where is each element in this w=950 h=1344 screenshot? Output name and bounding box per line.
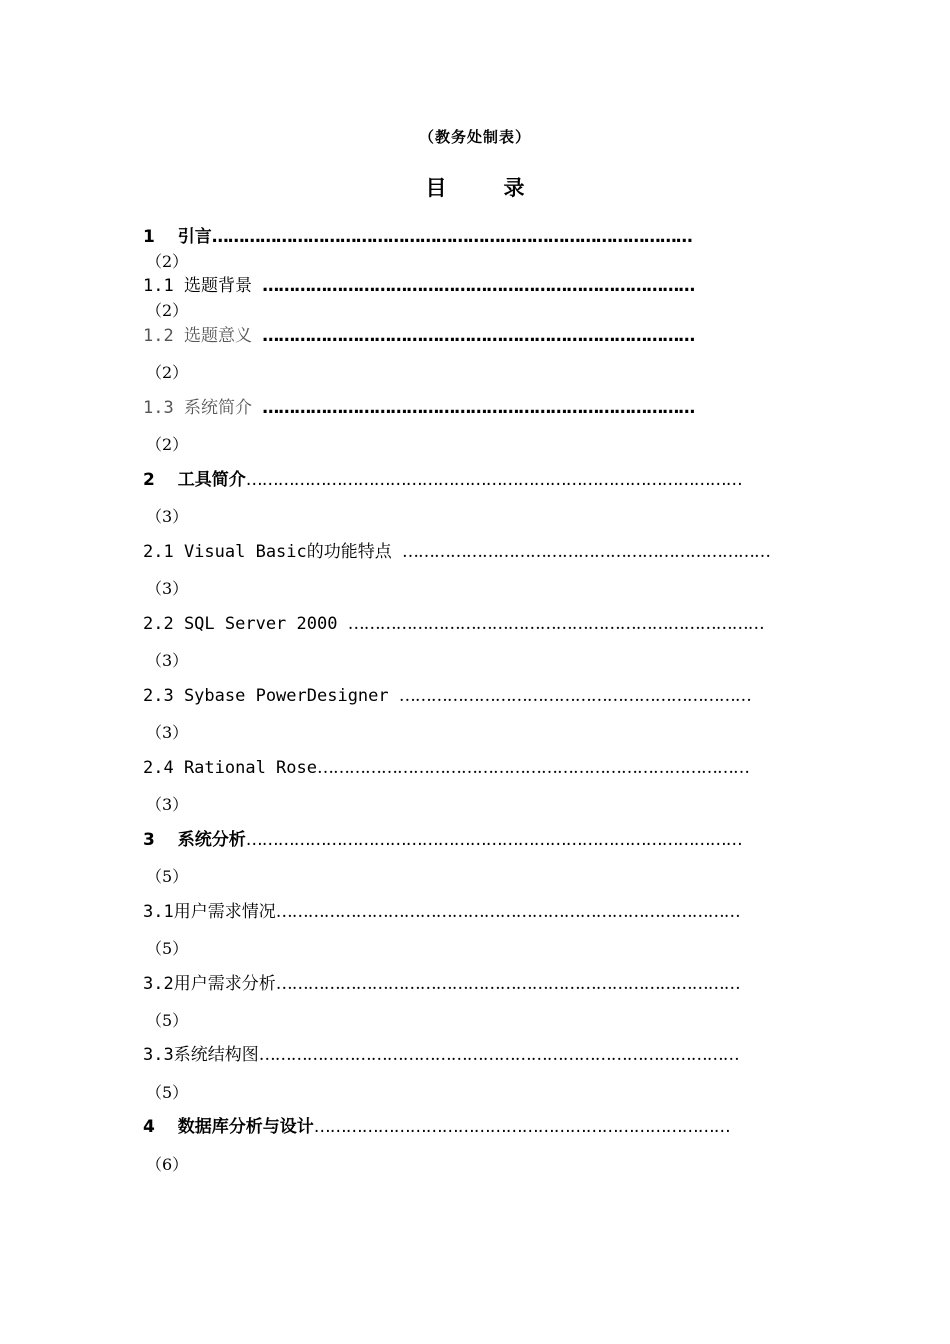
toc-page-number: （3）	[146, 723, 189, 742]
toc-entry-leader: ………………………………………………………………………	[262, 398, 695, 418]
toc-page-number: （3）	[146, 507, 189, 526]
toc-entry-3-3	[143, 1043, 739, 1067]
toc-entry-leader: …………………………………………………………………………………	[245, 830, 742, 850]
toc-entry-leader: ………………………………………………………………………	[262, 326, 695, 346]
toc-entry-title: 3.2用户需求分析	[143, 974, 276, 994]
toc-page-number: （2）	[146, 363, 189, 382]
toc-entry-2	[143, 468, 742, 492]
toc-title: 目 录	[425, 176, 543, 200]
toc-entry-4	[143, 1115, 730, 1139]
toc-entry-title: 2.1 Visual Basic的功能特点	[143, 542, 402, 562]
toc-entry-leader: ……………………………………………………………………	[313, 1117, 730, 1137]
toc-entry-2-2	[143, 612, 764, 636]
toc-page-number: （5）	[146, 1011, 189, 1030]
toc-entry-leader: ……………………………………………………………………………	[275, 902, 740, 922]
toc-page-number: （3）	[146, 651, 189, 670]
toc-entry-title: 4 数据库分析与设计	[143, 1117, 314, 1137]
toc-entry-leader: …………………………………………………………………………………	[245, 470, 742, 490]
toc-entry-1-1	[143, 274, 694, 298]
toc-entry-3-1	[143, 900, 740, 924]
toc-page-number: （3）	[146, 579, 189, 598]
toc-page-number: （3）	[146, 795, 189, 814]
toc-page-number: （5）	[146, 1083, 189, 1102]
toc-entry-leader: ………………………………………………………………………………	[211, 227, 692, 247]
toc-entry-title: 2.4 Rational Rose	[143, 758, 317, 778]
toc-page-number: （5）	[146, 939, 189, 958]
toc-entry-title: 2.2 SQL Server 2000	[143, 614, 348, 634]
toc-page-number: （6）	[146, 1155, 189, 1174]
toc-entry-title: 1.3 系统简介	[143, 398, 263, 418]
toc-entry-leader: ………………………………………………………………………	[262, 276, 695, 296]
toc-entry-1-2	[143, 324, 694, 348]
toc-entry-3	[143, 828, 742, 852]
header-note: （教务处制表）	[418, 128, 531, 146]
toc-entry-title: 1.1 选题背景	[143, 276, 263, 296]
toc-entry-leader: …………………………………………………………	[398, 686, 751, 706]
toc-entry-2-3	[143, 684, 751, 708]
toc-entry-title: 3.1用户需求情况	[143, 902, 276, 922]
toc-entry-2-4	[143, 756, 749, 780]
toc-page-number: （2）	[146, 252, 189, 271]
toc-entry-leader: ……………………………………………………………	[402, 542, 770, 562]
toc-entry-title: 3.3系统结构图	[143, 1045, 259, 1065]
toc-entry-leader: ………………………………………………………………………	[317, 758, 749, 778]
toc-entry-2-1	[143, 540, 770, 564]
toc-page-number: （5）	[146, 867, 189, 886]
toc-entry-leader: ……………………………………………………………………………	[275, 974, 740, 994]
toc-page-number: （2）	[146, 301, 189, 320]
toc-entry-leader: ………………………………………………………………………………	[258, 1045, 739, 1065]
toc-entry-leader: ……………………………………………………………………	[347, 614, 764, 634]
toc-entry-title: 1.2 选题意义	[143, 326, 263, 346]
toc-entry-1-3	[143, 396, 694, 420]
toc-entry-1	[143, 225, 692, 249]
toc-entry-title: 2.3 Sybase PowerDesigner	[143, 686, 399, 706]
toc-entry-3-2	[143, 972, 740, 996]
toc-page-number: （2）	[146, 435, 189, 454]
toc-entry-title: 3 系统分析	[143, 830, 246, 850]
toc-entry-title: 1 引言	[143, 227, 212, 247]
toc-entry-title: 2 工具简介	[143, 470, 246, 490]
